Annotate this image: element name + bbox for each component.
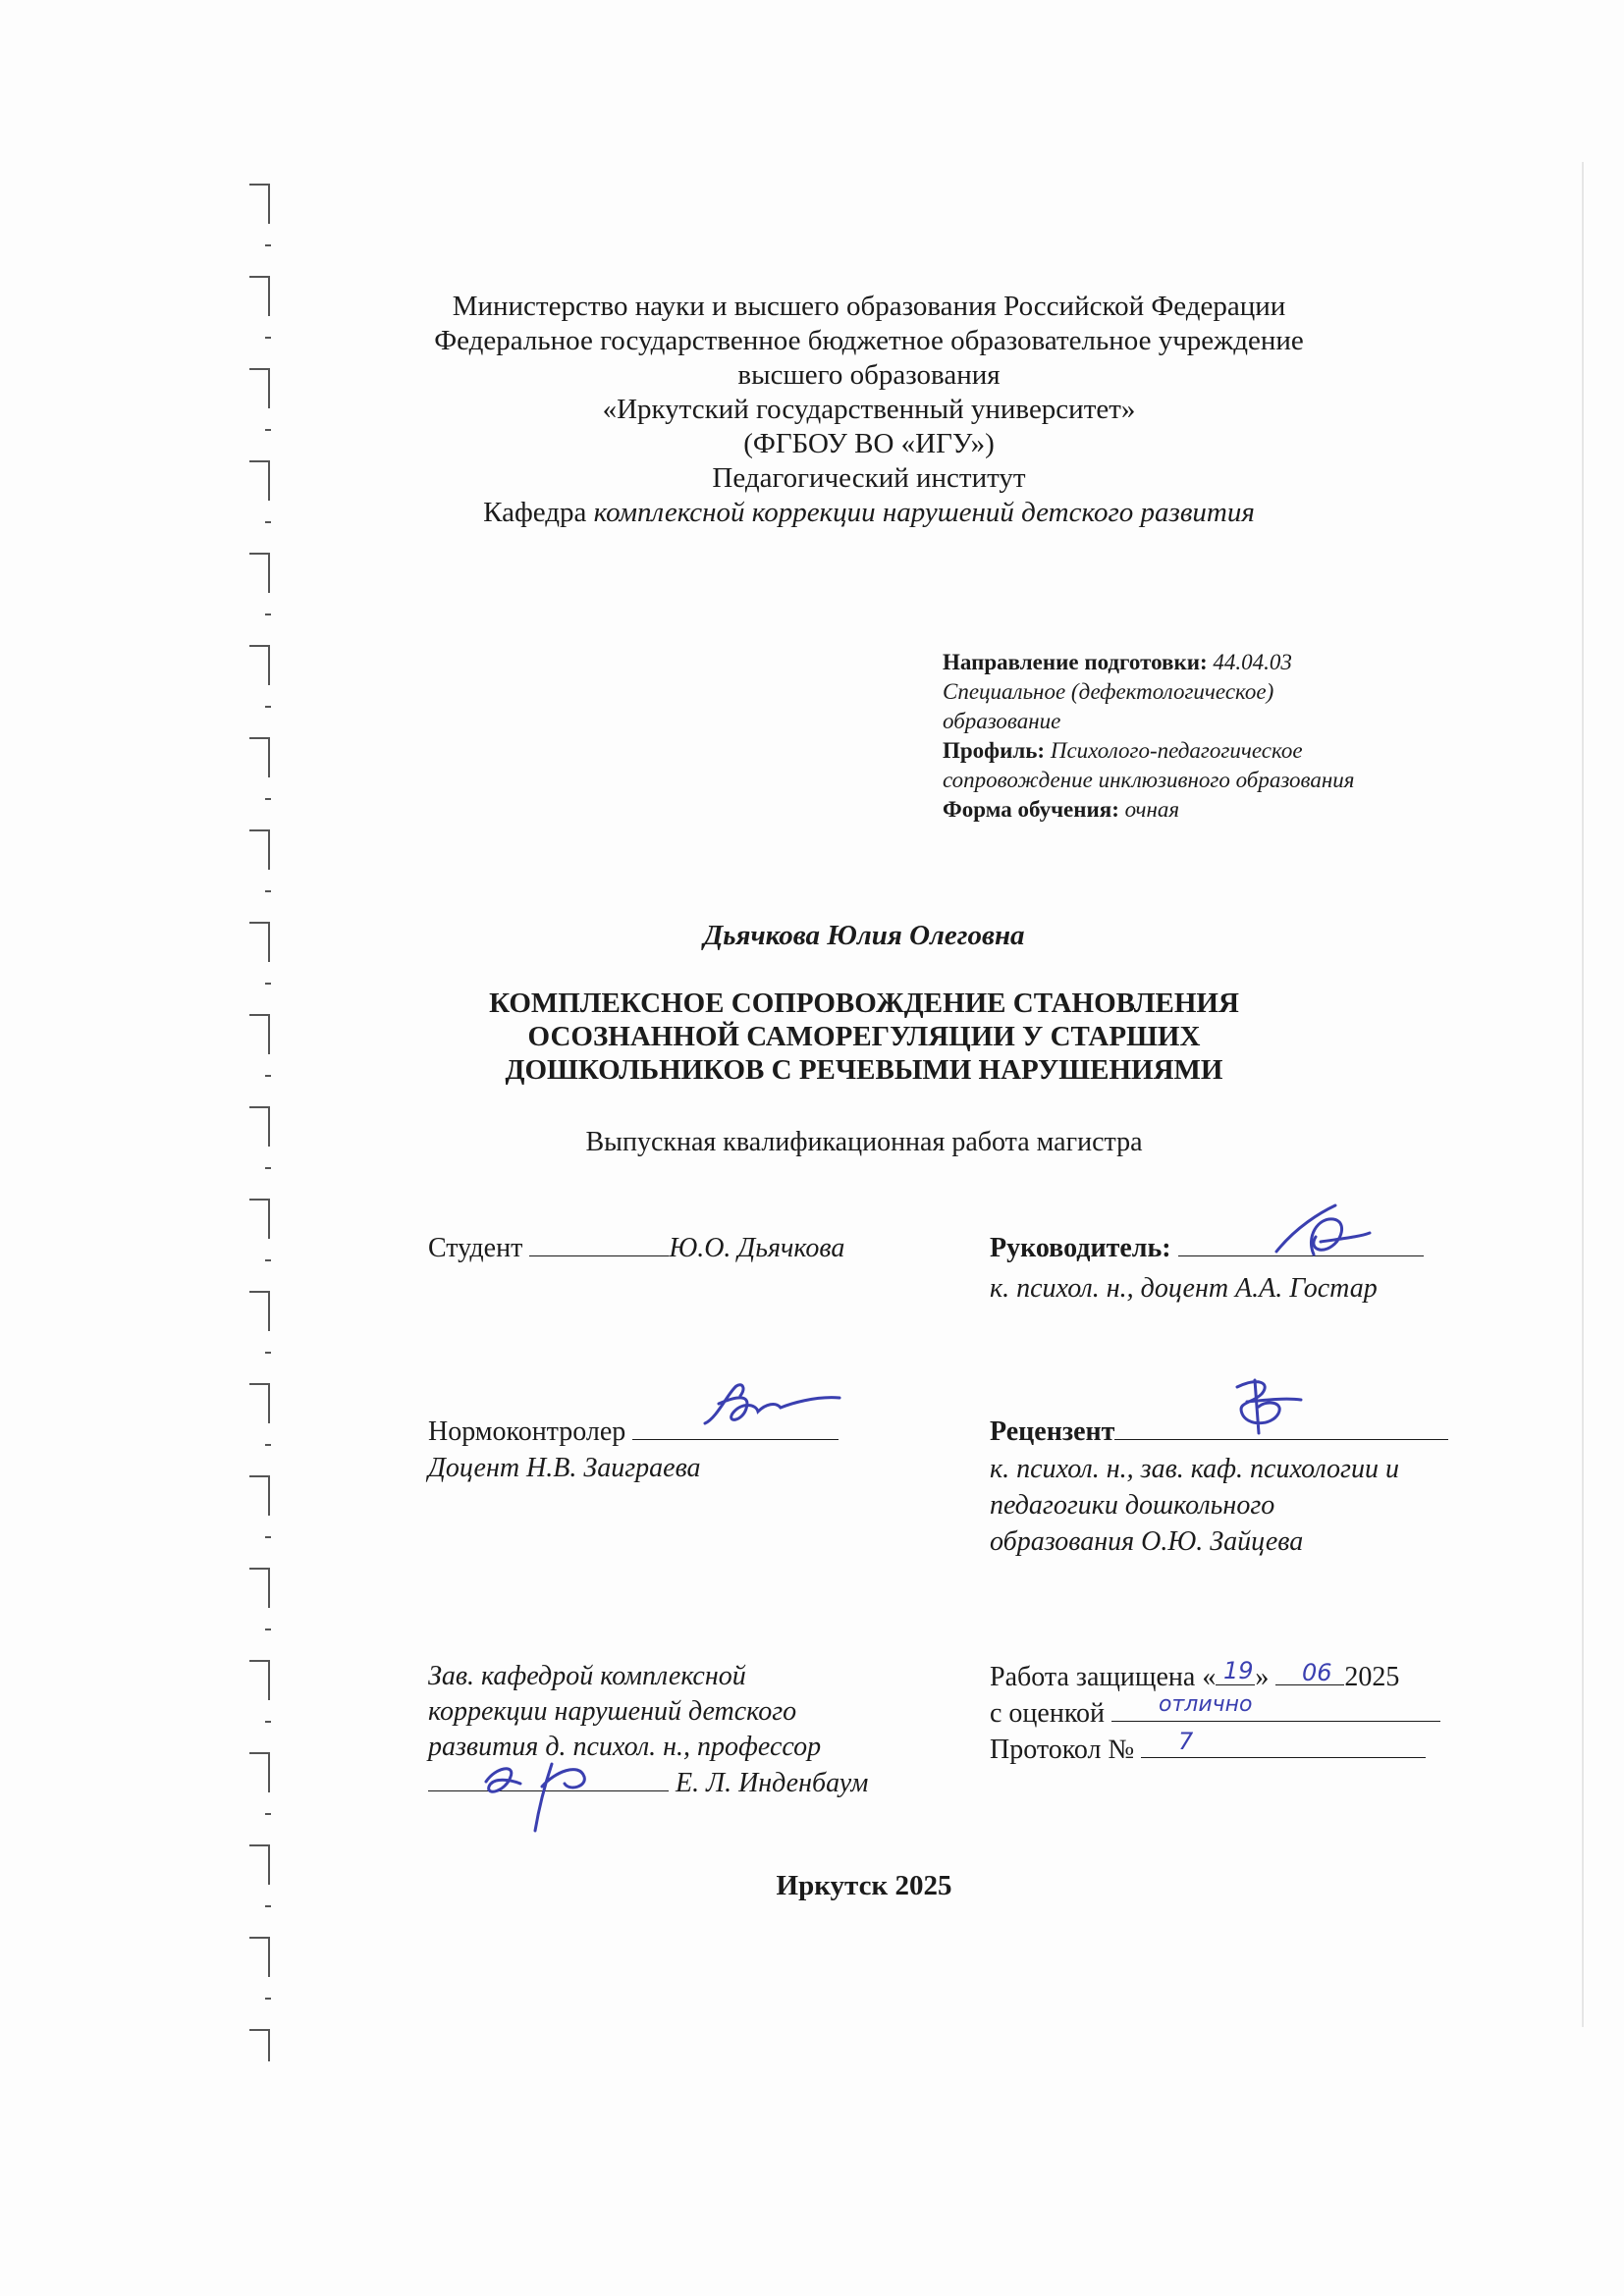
binding-mark	[249, 277, 271, 338]
direction-name-1: Специальное (дефектологическое)	[943, 679, 1274, 704]
binding-mark	[249, 461, 271, 522]
reviewer-signature	[1218, 1372, 1306, 1441]
university-abbreviation: (ФГБОУ ВО «ИГУ»)	[743, 428, 995, 459]
ministry-line: Министерство науки и высшего образования Российской Федерации	[452, 291, 1286, 322]
binding-mark	[249, 923, 271, 984]
defense-day-handwritten: 19	[1223, 1657, 1254, 1684]
binding-mark	[249, 1476, 271, 1537]
student-field	[428, 1230, 844, 1266]
student-signature-line	[529, 1230, 669, 1256]
binding-mark	[249, 1384, 271, 1445]
profile-label: Профиль:	[943, 738, 1046, 763]
binding-mark	[249, 646, 271, 707]
normcontroller-details-row	[428, 1451, 701, 1486]
defense-date-row: Работа защищена « » 2025	[990, 1659, 1440, 1695]
binding-mark	[249, 1661, 271, 1722]
training-info	[943, 648, 1492, 825]
supervisor-signature	[1267, 1198, 1375, 1266]
binding-mark	[249, 1015, 271, 1076]
work-type: Выпускная квалификационная работа магистра	[585, 1127, 1143, 1157]
binding-mark	[249, 2030, 271, 2061]
head-line-2: коррекции нарушений детского	[428, 1696, 797, 1727]
institution-header	[373, 290, 1365, 530]
profile-value-1: Психолого-педагогическое	[1050, 738, 1303, 763]
grade-label: с оценкой	[990, 1698, 1105, 1729]
supervisor-details-row	[990, 1271, 1378, 1307]
title-line-1: КОМПЛЕКСНОЕ СОПРОВОЖДЕНИЕ СТАНОВЛЕНИЯ	[489, 988, 1239, 1019]
defense-year: 2025	[1344, 1662, 1400, 1692]
direction-name-2: образование	[943, 709, 1061, 733]
normcontroller-label: Нормоконтролер	[428, 1416, 626, 1447]
defense-month-handwritten: 06	[1302, 1659, 1332, 1686]
protocol-label: Протокол №	[990, 1735, 1135, 1765]
form-value: очная	[1124, 797, 1180, 822]
reviewer-label: Рецензент	[990, 1416, 1115, 1447]
head-name: Е. Л. Инденбаум	[676, 1768, 869, 1798]
student-name: Ю.О. Дьячкова	[669, 1233, 845, 1263]
binding-mark	[249, 369, 271, 430]
grade-handwritten: отлично	[1159, 1692, 1253, 1717]
binding-mark	[249, 185, 271, 245]
binding-mark	[249, 1938, 271, 1999]
defense-label: Работа защищена «	[990, 1662, 1217, 1692]
binding-mark	[249, 1107, 271, 1168]
binding-mark	[249, 1753, 271, 1814]
binding-mark	[249, 1569, 271, 1629]
protocol-number-handwritten: 7	[1178, 1728, 1194, 1755]
title-line-3: ДОШКОЛЬНИКОВ С РЕЧЕВЫМИ НАРУШЕНИЯМИ	[505, 1054, 1223, 1086]
reviewer-details-2: педагогики дошкольного	[990, 1490, 1275, 1521]
department-name: комплексной коррекции нарушений детского развития	[593, 497, 1255, 528]
binding-mark	[249, 738, 271, 799]
direction-label: Направление подготовки:	[943, 650, 1208, 674]
institute-name: Педагогический институт	[712, 462, 1026, 494]
title-line-2: ОСОЗНАННОЙ САМОРЕГУЛЯЦИИ У СТАРШИХ	[527, 1021, 1201, 1052]
city-year: Иркутск 2025	[776, 1870, 952, 1901]
reviewer-details-1: к. психол. н., зав. каф. психологии и	[990, 1454, 1399, 1484]
education-level-line: высшего образования	[737, 359, 1001, 391]
department-prefix: Кафедра	[483, 497, 587, 528]
supervisor-details: к. психол. н., доцент А.А. Гостар	[990, 1273, 1378, 1304]
binding-mark	[249, 554, 271, 614]
page-edge	[1582, 162, 1584, 2027]
author-name: Дьячкова Юлия Олеговна	[703, 920, 1025, 951]
head-signature	[461, 1742, 638, 1836]
direction-code: 44.04.03	[1213, 650, 1292, 674]
reviewer-details-3: образования О.Ю. Зайцева	[990, 1526, 1304, 1557]
binding-mark	[249, 830, 271, 891]
spiral-binding	[247, 177, 287, 2061]
institution-type-line: Федеральное государственное бюджетное образовательное учреждение	[434, 325, 1304, 356]
binding-mark	[249, 1292, 271, 1353]
supervisor-label: Руководитель:	[990, 1233, 1171, 1263]
student-label: Студент	[428, 1233, 523, 1263]
reviewer-details	[990, 1451, 1399, 1560]
head-line-1: Зав. кафедрой комплексной	[428, 1661, 746, 1691]
thesis-title	[412, 987, 1316, 1087]
binding-mark	[249, 1200, 271, 1260]
normcontroller-details: Доцент Н.В. Заиграева	[428, 1453, 701, 1483]
department-line	[373, 496, 1365, 530]
binding-mark	[249, 1845, 271, 1906]
profile-value-2: сопровождение инклюзивного образования	[943, 768, 1355, 792]
form-label: Форма обучения:	[943, 797, 1119, 822]
normcontroller-signature	[697, 1374, 844, 1438]
defense-protocol-row	[990, 1732, 1440, 1768]
head-line-3: развития д. психол. н., профессор	[428, 1732, 822, 1762]
university-name: «Иркутский государственный университет»	[602, 394, 1136, 425]
